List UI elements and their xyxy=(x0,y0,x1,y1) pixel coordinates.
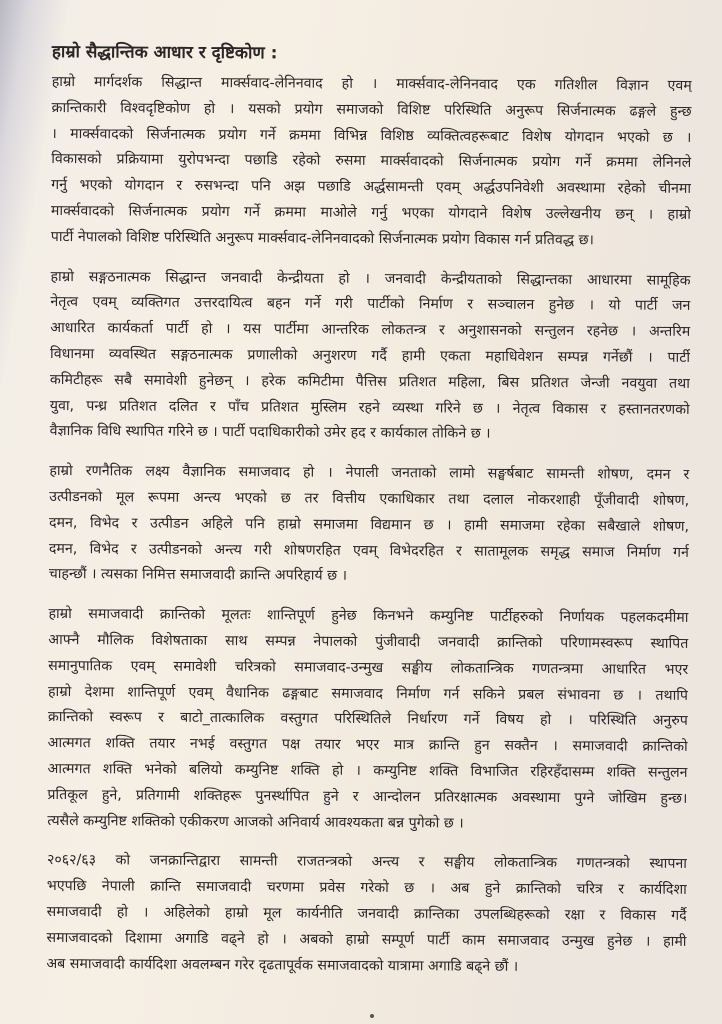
text-line: गर्नु भएको योगदान र रुसभन्दा पनि अझ पछाडि अर्द्धसामन्ती एवम् अर्द्धउपनिवेशी अवस्थामा रहेको चीनमा xyxy=(51,177,692,198)
text-line: समानुपातिक एवम् समावेशी चरित्रको समाजवाद-उन्मुख सङ्घीय लोकतान्त्रिक गणतन्त्रमा आधारित भएर xyxy=(48,657,689,678)
paragraph xyxy=(50,265,691,449)
text-line: पार्टी नेपालको विशिष्ट परिस्थिति अनुरूप मार्क्सवाद-लेनिनवादको सिर्जनात्मक प्रयोग विकास गर्न प्रतिवद्ध छ। xyxy=(50,228,595,249)
text-line: हाम्रो देशमा शान्तिपूर्ण एवम् वैधानिक ढङ्गबाट समाजवाद निर्माण गर्न सकिने प्रबल संभावना छ । तथापि xyxy=(47,683,689,704)
text-line: चाहन्छौं । त्यसका निमित्त समाजवादी क्रान्ति अपरिहार्य छ । xyxy=(48,566,348,585)
text-line: युवा, पन्ध्र प्रतिशत दलित र पाँच प्रतिशत मुस्लिम रहने व्यस्था गरिने छ । नेतृत्व विकास र हस्तानतरणको xyxy=(49,397,690,418)
text-line: आत्मगत शक्ति तयार नभई वस्तुगत पक्ष तयार भएर मात्र क्रान्ति हुन सक्तैन । समाजवादी क्रान्तिको xyxy=(47,735,688,756)
text-line: आधारित कार्यकर्ता पार्टी हो । यस पार्टीमा आन्तरिक लोकतन्त्र र अनुशासनको सन्तुलन रहनेछ । अन्तरिम xyxy=(50,320,691,341)
text-line: हाम्रो मार्गदर्शक सिद्धान्त मार्क्सवाद-लेनिनवाद हो । मार्क्सवाद-लेनिनवाद एक गतिशील विज्ञान एवम् xyxy=(51,73,692,94)
text-line: वैज्ञानिक विधि स्थापित गरिने छ । पार्टी पदाधिकारीको उमेर हद र कार्यकाल तोकिने छ । xyxy=(49,423,491,443)
text-line: समाजवादी हो । अहिलेको हाम्रो मूल कार्यनीति जनवादी क्रान्तिका उपलब्धिहरूको रक्षा र विकास गर्दै xyxy=(46,903,687,924)
document-page xyxy=(46,40,692,995)
text-line: प्रतिकूल हुने, प्रतिगामी शक्तिहरू पुनर्स्थापित हुने र आन्दोलन प्रतिरक्षात्मक अवस्थामा पुग्ने जोखिम हुन्छ। xyxy=(47,786,688,807)
section-heading: हाम्रो सैद्धान्तिक आधार र दृष्टिकोण : xyxy=(51,41,278,64)
text-line: नेतृत्व एवम् व्यक्तिगत उत्तरदायित्व बहन गर्ने गरी पार्टीको निर्माण र सञ्चालन हुनेछ । यो पार्टी जन xyxy=(50,294,691,315)
paragraph xyxy=(47,602,688,838)
text-line: त्यसैले कम्युनिष्ट शक्तिको एकीकरण आजको अनिवार्य आवश्यकता बन्न पुगेको छ । xyxy=(47,812,464,832)
text-line: आफ्नै मौलिक विशेषताका साथ सम्पन्न नेपालको पुंजीवादी जनवादी क्रान्तिको परिणामस्वरूप स्थापित xyxy=(48,631,689,652)
text-line: दमन, विभेद र उत्पीडन अहिले पनि हाम्रो समाजमा विद्यमान छ । हामी समाजमा रहेका सबैखाले शोषण, xyxy=(49,514,690,535)
text-line: समाजवादको दिशामा अगाडि वढ्ने हो । अबको हाम्रो सम्पूर्ण पार्टी काम समाजवाद उन्मुख हुनेछ । हामी xyxy=(46,929,687,950)
text-line: क्रान्तिकारी विश्वदृष्टिकोण हो । यसको प्रयोग समाजको विशिष्ट परिस्थिति अनुरूप सिर्जनात्मक ढङ्गले हुन्छ xyxy=(51,99,692,120)
paragraph xyxy=(46,848,687,981)
text-line: भएपछि नेपाली क्रान्ति समाजवादी चरणमा प्रवेस गरेको छ । अब हुने क्रान्तिको चरित्र र कार्यदिशा xyxy=(46,878,687,899)
text-line: । मार्क्सवादको सिर्जनात्मक प्रयोग गर्ने क्रममा विभिन्न विशिष्ठ व्यक्तित्वहरूबाट विशेष योगदान भएको छ । xyxy=(51,125,692,146)
text-line: विधानमा व्यवस्थित सङ्गठनात्मक प्रणालीको अनुशरण गर्दै हामी एकता महाधिवेशन सम्पन्न गर्नेछौं । पार्टी xyxy=(50,345,691,366)
text-line: हाम्रो रणनैतिक लक्ष्य वैज्ञानिक समाजवाद हो । नेपाली जनताको लामो सङ्घर्षबाट सामन्ती शोषण, दमन र xyxy=(49,463,690,484)
text-line: आत्मगत शक्ति भनेको बलियो कम्युनिष्ट शक्ति हो । कम्युनिष्ट शक्ति विभाजित रहिरहँदासम्म शक्ति सन्तुलन xyxy=(47,760,688,781)
text-line: हाम्रो समाजवादी क्रान्तिको मूलतः शान्तिपूर्ण हुनेछ किनभने कम्युनिष्ट पार्टीहरुको निर्णायक पहलकदमीमा xyxy=(48,606,689,627)
text-line: मार्क्सवादको सिर्जनात्मक प्रयोग गर्ने क्रममा माओले गर्नु भएका योगदाने विशेष उल्लेखनीय छन् । हाम्रो xyxy=(50,202,691,223)
text-line: उत्पीडनको मूल रूपमा अन्त्य भएको छ तर वित्तीय एकाधिकार तथा दलाल नोकरशाही पूँजीवादी शोषण, xyxy=(49,488,690,509)
page-mark xyxy=(370,1014,374,1018)
text-line: विकासको प्रक्रियामा युरोपभन्दा पछाडि रहेको रुसमा मार्क्सवादको सिर्जनात्मक प्रयोग गर्ने क्रममा लेनिनले xyxy=(51,151,692,172)
paragraph xyxy=(51,70,692,254)
text-line: २०६२/६३ को जनक्रान्तिद्वारा सामन्ती राजतन्त्रको अन्त्य र सङ्घीय लोकतान्त्रिक गणतन्त्रको स्थापना xyxy=(46,852,688,873)
text-line: दमन, विभेद र उत्पीडनको अन्त्य गरी शोषणरहित एवम् विभेदरहित र सातामूलक समृद्ध समाज निर्माण गर्न xyxy=(48,540,689,561)
paragraph xyxy=(49,459,690,592)
text-line: क्रान्तिको स्वरूप र बाटो_तात्कालिक वस्तुगत परिस्थितिले निर्धारण गर्ने विषय हो । परिस्थिति अनुरुप xyxy=(47,709,688,730)
text-line: अब समाजवादी कार्यदिशा अवलम्बन गरेर दृढतापूर्वक समाजवादको यात्रामा अगाडि बढ्ने छौं । xyxy=(46,955,519,975)
text-line: कमिटीहरू सबै समावेशी हुनेछन् । हरेक कमिटीमा पैत्तिस प्रतिशत महिला, बिस प्रतिशत जेन्जी नवयुवा तथा xyxy=(49,371,690,392)
document-body xyxy=(46,70,692,981)
text-line: हाम्रो सङ्गठनात्मक सिद्धान्त जनवादी केन्द्रीयता हो । जनवादी केन्द्रीयताको सिद्धान्तका आधारमा सामूहिक xyxy=(50,268,691,289)
